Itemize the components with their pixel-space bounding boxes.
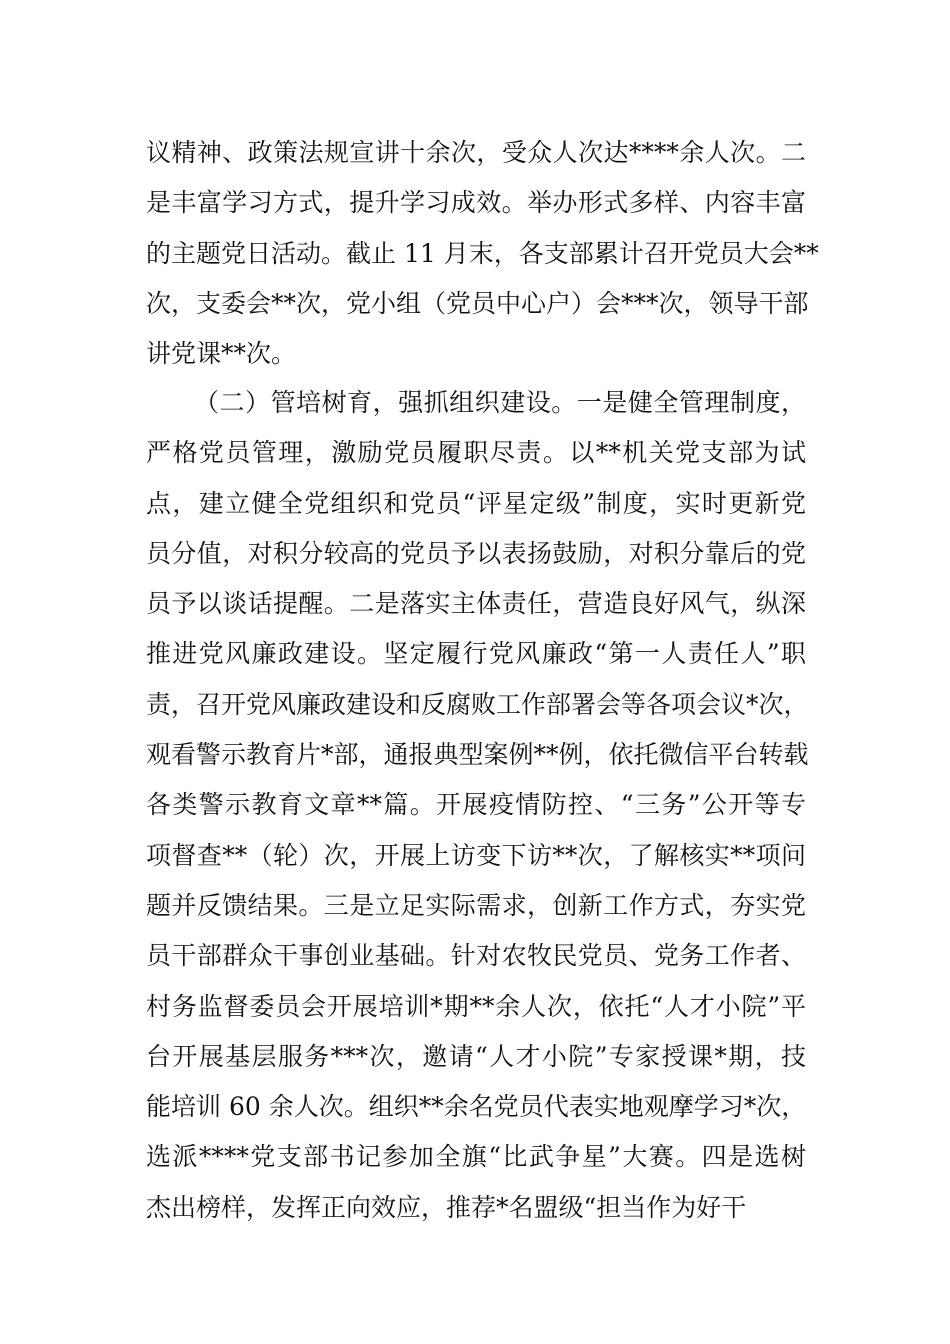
- text-line: 的主题党日活动。截止 11 月末，各支部累计召开党员大会**: [146, 238, 819, 268]
- text-line: 台开展基层服务***次，邀请“人才小院”专家授课*期，技: [146, 1041, 806, 1071]
- paragraph-study-activities: [146, 128, 819, 379]
- text-line: 题并反馈结果。三是立足实际需求，创新工作方式，夯实党: [146, 890, 806, 920]
- text-line: 观看警示教育片*部，通报典型案例**例，依托微信平台转载: [146, 740, 809, 770]
- text-line: 次，支委会**次，党小组（党员中心户）会***次，领导干部: [146, 288, 809, 318]
- text-line: 能培训 60 余人次。组织**余名党员代表实地观摩学习*次，: [146, 1092, 807, 1122]
- text-line: 选派****党支部书记参加全旗“比武争星”大赛。四是选树: [146, 1142, 806, 1172]
- text-line: 各类警示教育文章**篇。开展疫情防控、“三务”公开等专: [146, 790, 806, 820]
- text-line: 员分值，对积分较高的党员予以表扬鼓励，对积分靠后的党: [146, 538, 806, 568]
- text-line: 杰出榜样，发挥正向效应，推荐*名盟级“担当作为好干: [146, 1192, 747, 1222]
- section-heading-line: （二）管培树育，强抓组织建设。一是健全管理制度，: [194, 388, 806, 417]
- text-line: 村务监督委员会开展培训*期**余人次，依托“人才小院”平: [146, 991, 806, 1021]
- text-line: 议精神、政策法规宣讲十余次，受众人次达****余人次。二: [146, 138, 806, 167]
- text-line: 点，建立健全党组织和党员“评星定级”制度，实时更新党: [146, 488, 806, 518]
- text-line: 严格党员管理，激励党员履职尽责。以**机关党支部为试: [146, 438, 806, 468]
- paragraph-organization-building: [146, 378, 809, 1233]
- text-line: 员干部群众干事创业基础。针对农牧民党员、党务工作者、: [146, 941, 806, 971]
- text-line: 责，召开党风廉政建设和反腐败工作部署会等各项会议*次，: [146, 689, 809, 719]
- text-line: 项督查**（轮）次，开展上访变下访**次，了解核实**项问: [146, 840, 806, 870]
- text-line: 讲党课**次。: [146, 339, 297, 369]
- text-line: 推进党风廉政建设。坚定履行党风廉政“第一人责任人”职: [146, 639, 806, 669]
- text-line: 员予以谈话提醒。二是落实主体责任，营造良好风气，纵深: [146, 589, 806, 619]
- text-line: 是丰富学习方式，提升学习成效。举办形式多样、内容丰富: [146, 188, 806, 218]
